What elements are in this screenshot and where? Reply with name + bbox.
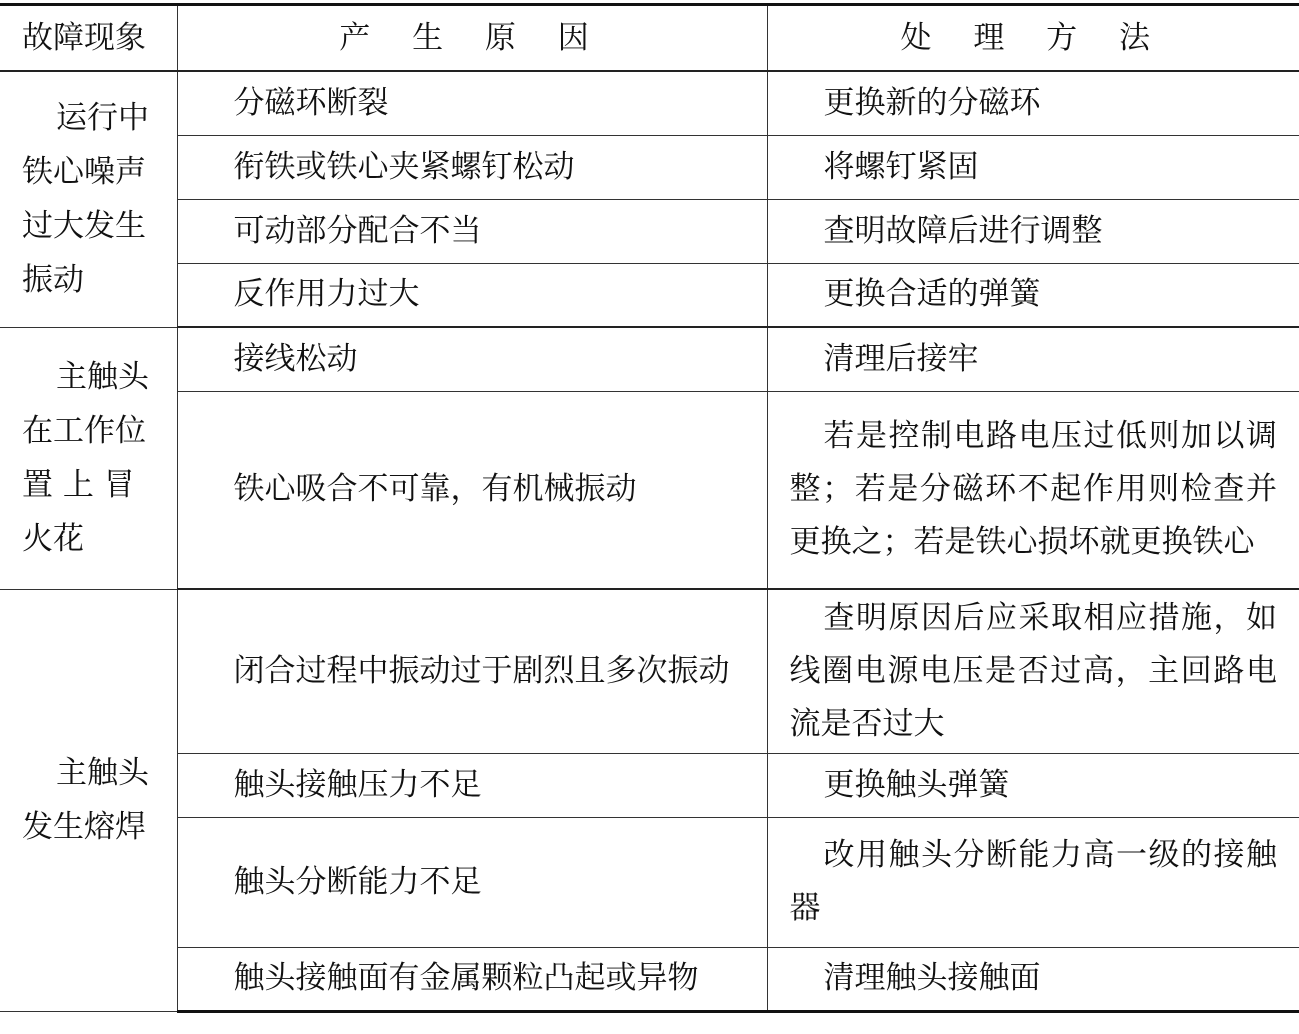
cause-cell: 触头接触压力不足 [177,753,767,817]
fix-cell: 清理后接牢 [767,327,1299,391]
fix-cell: 改用触头分断能力高一级的接触器 [767,817,1299,947]
table-row [0,391,1299,589]
cause-cell: 衔铁或铁心夹紧螺钉松动 [177,135,767,199]
table-row [0,589,1299,753]
table-row [0,135,1299,199]
cause-cell: 接线松动 [177,327,767,391]
fix-cell: 更换触头弹簧 [767,753,1299,817]
table-row [0,327,1299,391]
fault-table [0,3,1299,1013]
cause-cell: 触头分断能力不足 [177,817,767,947]
phenomenon-cell: 主触头 发生熔焊 [0,589,177,1011]
fix-cell: 将螺钉紧固 [767,135,1299,199]
fix-cell: 清理触头接触面 [767,947,1299,1011]
header-phenomenon: 故障现象 [0,5,177,72]
fix-cell: 查明故障后进行调整 [767,199,1299,263]
table-row [0,817,1299,947]
cause-cell: 可动部分配合不当 [177,199,767,263]
cause-cell: 触头接触面有金属颗粒凸起或异物 [177,947,767,1011]
cause-cell: 反作用力过大 [177,263,767,327]
cause-cell: 铁心吸合不可靠，有机械振动 [177,391,767,589]
table-row [0,947,1299,1011]
fix-cell: 更换新的分磁环 [767,71,1299,135]
fix-cell: 更换合适的弹簧 [767,263,1299,327]
phenomenon-cell: 主触头 在工作位置 上 冒火花 [0,327,177,589]
phenomenon-cell: 运行中 铁心噪声过大发生振动 [0,71,177,327]
cause-cell: 分磁环断裂 [177,71,767,135]
table-row [0,753,1299,817]
fix-cell: 若是控制电路电压过低则加以调整；若是分磁环不起作用则检查并更换之；若是铁心损坏就更换铁心 [767,391,1299,589]
table-row [0,263,1299,327]
cause-cell: 闭合过程中振动过于剧烈且多次振动 [177,589,767,753]
table-row [0,71,1299,135]
header-fix: 处 理 方 法 [767,5,1299,72]
header-cause: 产 生 原 因 [177,5,767,72]
fix-cell: 查明原因后应采取相应措施，如线圈电源电压是否过高，主回路电流是否过大 [767,589,1299,753]
header-row [0,5,1299,72]
table-row [0,199,1299,263]
